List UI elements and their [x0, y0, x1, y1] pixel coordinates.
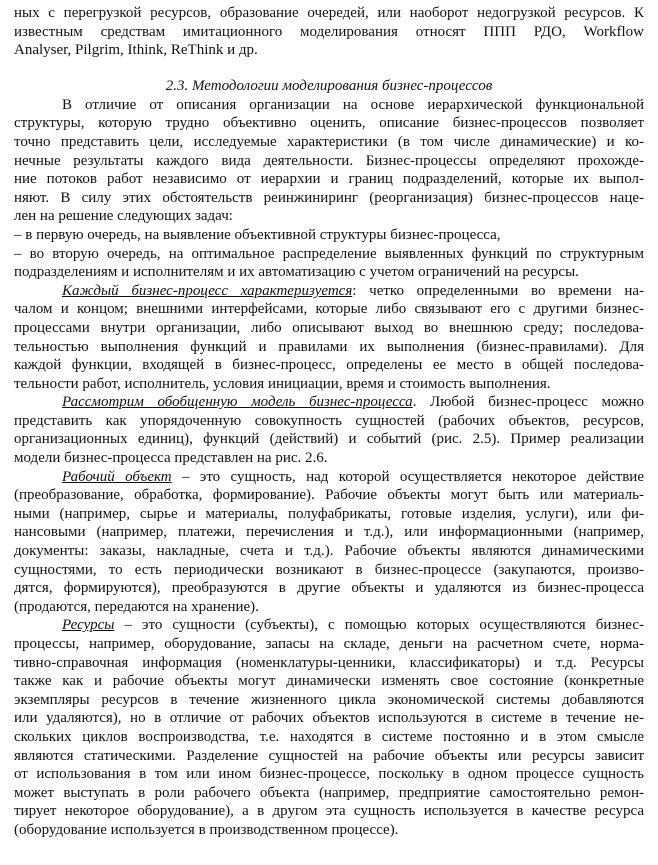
list-item: – во вторую очередь, на оптимальное распределение выявленных функций по структурным — [14, 245, 644, 262]
text-line: тивно-справочная информация (номенклатуры-ценники, классификаторы) и т.д. Ресурсы — [14, 654, 644, 671]
paragraph-characteristics — [14, 282, 644, 394]
list-item: – в первую очередь, на выявление объективной структуры бизнес-процесса, — [14, 226, 501, 243]
text-line: экземпляры ресурсов в течение жизненного цикла экономической системы добавляются — [14, 691, 644, 708]
text-line: модели бизнес-процесса представлен на рис. 2.6. — [14, 450, 328, 467]
text-line: (продаются, передаются на хранение). — [14, 598, 259, 615]
text-line: дятся, формируются), преобразуются в другие объекты и удаляются из бизнес-процесса — [14, 580, 644, 597]
text-line: ных с перегрузкой ресурсов, образование очередей, или наоборот недогрузкой ресурсов. К — [14, 5, 644, 21]
paragraph-work-object — [14, 468, 644, 617]
text-line: няют. В силу этих обстоятельств реинжиниринг (реорганизация) бизнес-процессов наце- — [14, 189, 644, 206]
text-line: Analyser, Pilgrim, Ithink, ReThink и др. — [14, 42, 258, 59]
emphasized-term: Рабочий объект — [62, 468, 172, 485]
text-line: ние потоков работ независимо от иерархии и границ подразделений, которые их выпол- — [14, 171, 644, 188]
emphasized-term: Ресурсы — [62, 617, 115, 634]
text-line: известным средствам имитационного моделирования относят ППП РДО, Workflow — [14, 23, 644, 40]
document-page — [14, 4, 644, 840]
paragraph-generalized-model — [14, 393, 644, 467]
text-line: может выступать в роли рабочего объекта (например, предприятие самостоятельно ремон- — [14, 784, 644, 801]
text-line: ными (например, сырье и материалы, полуфабрикаты, готовые изделия, услуги), или фи- — [14, 505, 644, 522]
paragraph-intro-processes — [14, 96, 644, 282]
text-line: сущностями, то есть периодически возникают в бизнес-процессе (закупаются, произво- — [14, 561, 644, 578]
text-line: организационных единиц), функций (действий) и событий (рис. 2.5). Пример реализации — [14, 431, 644, 448]
text-line: (оборудование используется в производственном процессе). — [14, 821, 399, 838]
text-line: также как и рабочие объекты могут динамически изменять свое состояние (конкретные — [14, 673, 644, 690]
text-line: лен на решение следующих задач: — [14, 208, 233, 225]
text-line: являются статическими. Разделение сущностей на рабочие объекты или ресурсы зависит — [14, 747, 644, 764]
text-line: тельностью выполнения функций и правилами их выполнения (бизнес-правилами). Для — [14, 338, 644, 355]
text-run: – это сущности (субъекты), с помощью которых осуществляются бизнес- — [114, 617, 644, 634]
emphasized-term: Каждый бизнес-процесс характеризуется — [62, 282, 353, 299]
text-line: представить как упорядоченную совокупность сущностей (рабочих объектов, ресурсов, — [14, 412, 644, 429]
text-line: нансовыми (например, платежи, перечисления и т.д.), или информационными (например, — [14, 524, 644, 541]
text-line — [14, 282, 644, 301]
text-line: каждой функции, входящей в бизнес-процесс, определены ее место в общей последова- — [14, 357, 644, 374]
text-line: тирует некоторое оборудование), а в другом эта сущность используется в качестве ресурса — [14, 803, 644, 820]
text-line: В отличие от описания организации на основе иерархической функциональной — [62, 96, 644, 113]
text-run: : четко определенными во времени на- — [352, 282, 644, 299]
text-line: процессами внутри организации, либо описывают выход во внешнюю среду; последова- — [14, 319, 644, 336]
text-line: или удаляются), но в отличие от рабочих объектов используются в системе в течение не- — [14, 710, 644, 727]
text-line — [14, 468, 644, 487]
text-line: скольких циклов воспроизводства, т.е. находятся в системе постоянно и в этом смысле — [14, 728, 644, 745]
text-line: процессы, например, оборудование, запасы на складе, деньги на расчетном счете, норма- — [14, 636, 644, 652]
text-run: – это сущность, над которой осуществляется некоторое действие — [171, 468, 644, 485]
text-line: нечные результаты каждого вида деятельности. Бизнес-процессы определяют прохожде- — [14, 152, 644, 169]
text-line — [14, 393, 644, 412]
text-line: тельности работ, исполнитель, условия инициации, время и стоимость выполнения. — [14, 375, 551, 392]
text-line: от использования в том или ином бизнес-процессе, поскольку в одном процессе сущность — [14, 766, 644, 783]
text-line: структуры, которую трудно объективно оценить, описание бизнес-процессов позволяет — [14, 115, 644, 132]
emphasized-term: Рассмотрим обобщенную модель бизнес-процесса — [62, 394, 413, 411]
intro-paragraph — [14, 4, 644, 60]
text-line — [14, 616, 644, 635]
section-heading: 2.3. Методологии моделирования бизнес-процессов — [165, 77, 493, 94]
text-line: подразделениям и исполнителям и их автоматизацию с учетом ограничений на ресурсы. — [14, 264, 579, 281]
paragraph-resources — [14, 616, 644, 839]
text-line: (преобразование, обработка, формирование). Рабочие объекты могут быть или материаль- — [14, 487, 644, 504]
text-line: точно представить цели, исследуемые характеристики (в том числе динамические) и ко- — [14, 133, 644, 150]
text-line: документы: заказы, накладные, счета и т.д.). Рабочие объекты являются динамическими — [14, 543, 644, 560]
text-run: . Любой бизнес-процесс можно — [412, 394, 645, 411]
text-line: чалом и концом; внешними интерфейсами, которые либо связывают его с другими бизнес- — [14, 301, 644, 318]
